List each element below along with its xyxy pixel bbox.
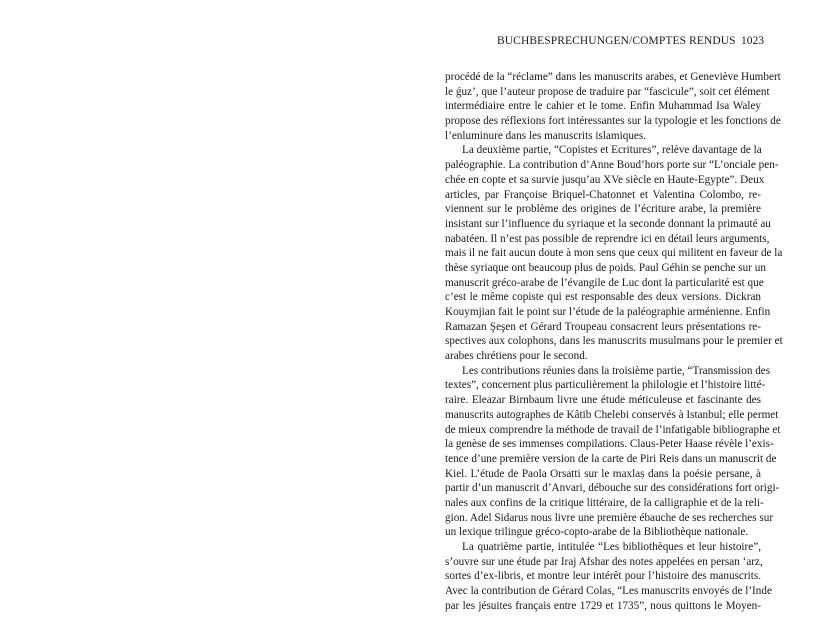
text-line: manuscrit gréco-arabe de l’évangile de Luc dont la particularité est que: [445, 276, 764, 289]
text-line: spectives aux colophons, dans les manuscrits musulmans pour le premier et: [445, 335, 783, 348]
text-line: viennent sur le problème des origines de l’écriture arabe, la première: [445, 203, 761, 216]
text-line: articles, par Françoise Briquel-Chatonnet et Valentina Colombo, re-: [445, 188, 761, 201]
text-line: paléographie. La contribution d’Anne Boud’hors porte sur “L’onciale pen-: [445, 159, 779, 172]
text-line: gion. Adel Sidarus nous livre une première ébauche de ses recherches sur: [445, 511, 774, 524]
text-line: de mieux comprendre la méthode de travail de l’infatigable bibliographe et: [445, 423, 781, 436]
text-line: mais il ne fait aucun doute à mon sens que ceux qui militent en faveur de la: [445, 247, 783, 260]
text-line: le ǵuz’, que l’auteur propose de traduire par “fascicule”, soit cet élément: [445, 85, 770, 98]
text-line: Kouymjian fait le point sur l’étude de la paléographie arménienne. Enfin: [445, 306, 771, 318]
text-line: nabatéen. Il n’est pas possible de reprendre ici en détail leurs arguments,: [445, 232, 770, 245]
text-line: c’est le même copiste qui est responsable des deux versions. Dickran: [445, 291, 761, 304]
text-line: un lexique trilingue gréco-copto-arabe de la Bibliothèque nationale.: [445, 526, 749, 539]
body-text: [445, 70, 783, 613]
text-line: La deuxième partie, “Copistes et Ecritures”, relève davantage de la: [462, 144, 762, 157]
text-line: raire. Eleazar Birnbaum livre une étude méticuleuse et fascinante des: [445, 394, 761, 407]
text-line: sortes d’ex-libris, et montre leur intérêt pour l’histoire des manuscrits.: [445, 570, 761, 583]
text-line: partir d’un manuscrit d’Anvari, débouche sur des considérations fort origi-: [445, 482, 780, 495]
text-line: procédé de la “réclame” dans les manuscrits arabes, et Geneviève Humbert: [445, 71, 781, 83]
text-line: l’enluminure dans les manuscrits islamiques.: [445, 129, 647, 142]
text-line: Kiel. L’étude de Paola Orsatti sur le maxlaṣ dans la poésie persane, à: [445, 467, 761, 480]
text-line: s’ouvre sur une étude par Iraj Afshar des notes appelées en persan ‘arz,: [445, 555, 763, 568]
text-line: nales aux confins de la critique littéraire, de la calligraphie et de la reli-: [445, 496, 764, 509]
text-line: La quatrième partie, intitulée “Les bibliothèques et leur histoire”,: [462, 541, 761, 553]
text-line: propose des réflexions fort intéressantes sur la typologie et les fonctions de: [445, 115, 781, 128]
text-line: chée en copte et sa survie jusqu’au XVe siècle en Haute-Egypte”. Deux: [445, 173, 765, 186]
text-line: tence d’une première version de la carte de Piri Reis dans un manuscrit de: [445, 452, 777, 465]
text-line: par les jésuites français entre 1729 et 1735”, nous quittons le Moyen-: [445, 599, 761, 612]
page-number: 1023: [741, 35, 764, 47]
text-line: Les contributions réunies dans la troisième partie, “Transmission des: [462, 364, 771, 377]
text-line: Ramazan Şeşen et Gérard Troupeau consacrent leurs présentations re-: [445, 320, 761, 333]
text-line: arabes chrétiens pour le second.: [445, 350, 588, 363]
text-line: la genèse de ses immenses compilations. Claus-Peter Haase révèle l’exis-: [445, 438, 774, 451]
running-head: BUCHBESPRECHUNGEN/COMPTES RENDUS: [497, 35, 736, 47]
text-line: insistant sur l’influence du syriaque et la seconde donnant la primauté au: [445, 217, 771, 230]
text-line: textes”, concernent plus particulièrement la philologie et l’histoire litté-: [445, 379, 766, 392]
text-line: thèse syriaque ont beaucoup plus de poids. Paul Géhin se penche sur un: [445, 261, 766, 274]
text-line: manuscrits autographes de Kâtib Chelebi conservés à Istanbul; elle permet: [445, 408, 779, 421]
text-line: intermédiaire entre le cahier et le tome. Enfin Muhammad Isa Waley: [445, 100, 761, 113]
text-line: Avec la contribution de Gérard Colas, “Les manuscrits envoyés de l’Inde: [445, 585, 772, 598]
